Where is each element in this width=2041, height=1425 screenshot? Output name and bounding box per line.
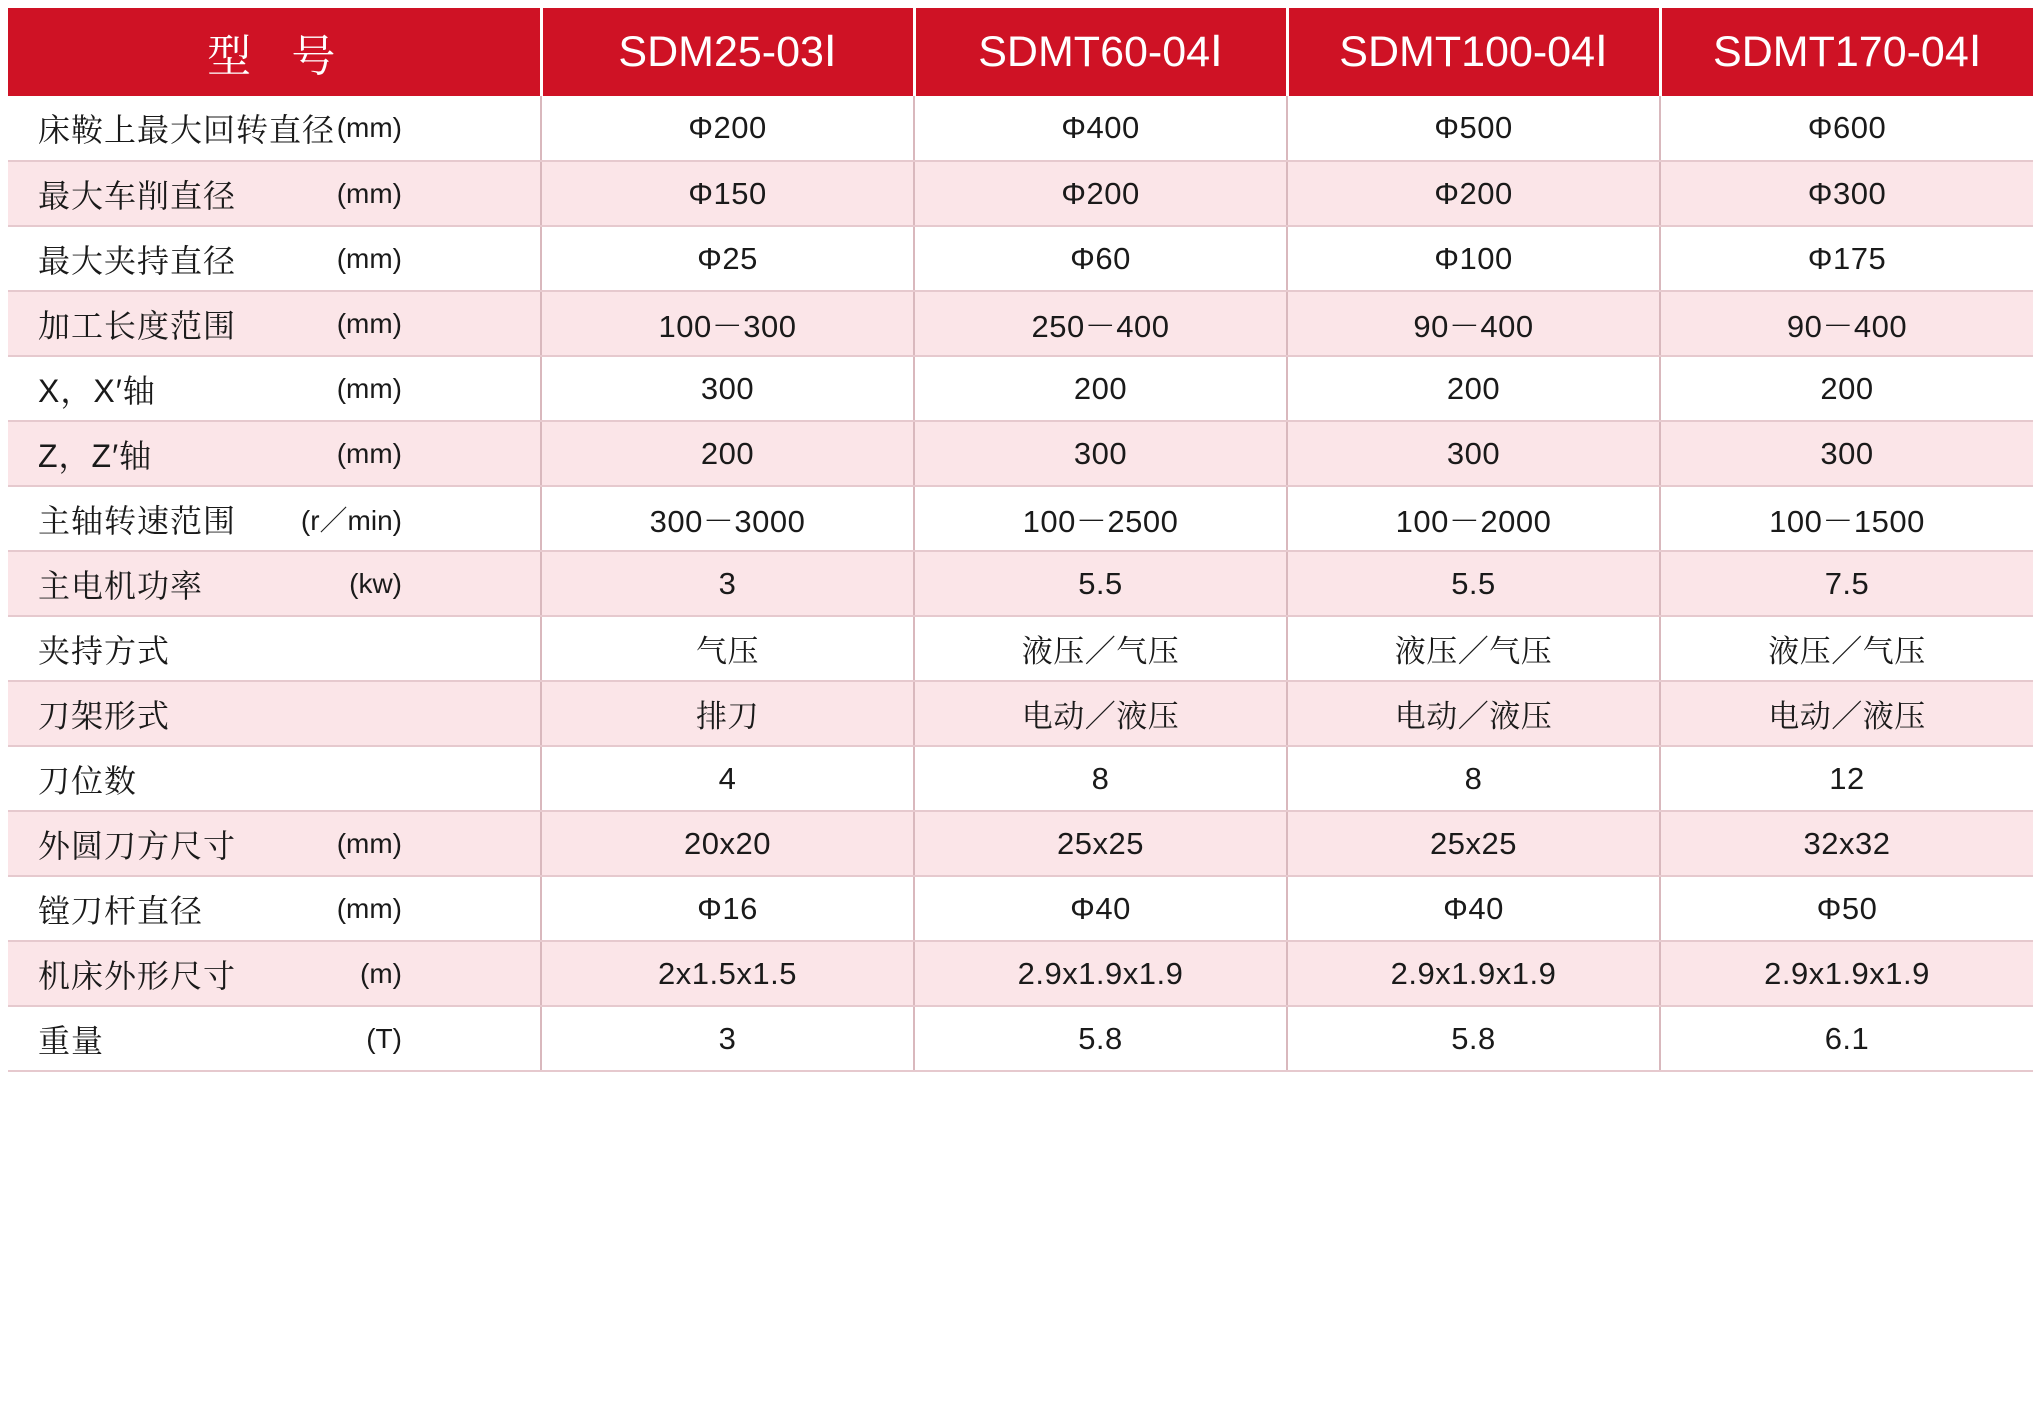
spec-label-text: 最大夹持直径 [38, 242, 237, 279]
table-row [8, 226, 2033, 291]
spec-label-cell [8, 746, 541, 811]
spec-value-text: 200 [700, 435, 755, 471]
spec-label-row [38, 171, 522, 217]
spec-value-cell [914, 941, 1287, 1006]
spec-value-text: 200 [1446, 370, 1501, 406]
spec-value-text: 液压／气压 [1021, 634, 1180, 669]
spec-value-text: Φ16 [697, 890, 758, 926]
spec-label-unit: (mm) [336, 827, 402, 859]
spec-value-text: 排刀 [696, 699, 759, 734]
spec-value-text: 200 [1073, 370, 1128, 406]
spec-value-cell [541, 941, 914, 1006]
spec-label-unit: (mm) [336, 242, 402, 274]
spec-label-row [38, 951, 522, 997]
spec-label-cell [8, 291, 541, 356]
spec-value-text: 100－2500 [1022, 504, 1179, 539]
spec-label-cell [8, 616, 541, 681]
spec-label-text: 床鞍上最大回转直径 [38, 112, 336, 148]
spec-value-cell [541, 486, 914, 551]
spec-value-text: Φ500 [1434, 110, 1513, 145]
spec-value-cell [1287, 616, 1660, 681]
spec-value-text: Φ400 [1061, 110, 1140, 145]
spec-value-cell [914, 746, 1287, 811]
table-row [8, 356, 2033, 421]
table-row [8, 941, 2033, 1006]
spec-label-text: 刀架形式 [38, 697, 171, 734]
spec-value-text: 电动／液压 [1394, 699, 1553, 734]
spec-value-text: Φ50 [1816, 890, 1878, 926]
spec-value-cell [1660, 746, 2033, 811]
spec-value-text: 3 [718, 1020, 737, 1056]
spec-value-cell [1287, 96, 1660, 161]
spec-value-text: 5.5 [1451, 565, 1496, 601]
spec-value-cell [1287, 876, 1660, 941]
spec-value-text: Φ200 [1434, 175, 1513, 211]
spec-value-cell [914, 486, 1287, 551]
spec-label-text: 刀位数 [38, 762, 138, 799]
spec-value-text: 4 [718, 760, 737, 796]
table-row [8, 486, 2033, 551]
table-row [8, 876, 2033, 941]
spec-label-text: 镗刀杆直径 [38, 892, 204, 929]
spec-value-cell [1660, 681, 2033, 746]
spec-label-unit: (mm) [336, 437, 402, 469]
spec-label-cell [8, 811, 541, 876]
table-row [8, 1006, 2033, 1071]
spec-value-text: Φ25 [697, 240, 758, 276]
spec-value-cell [541, 356, 914, 421]
spec-value-cell [1660, 1006, 2033, 1071]
spec-value-cell [914, 161, 1287, 226]
spec-value-text: Φ200 [1061, 175, 1140, 211]
spec-value-cell [1660, 811, 2033, 876]
table-row [8, 746, 2033, 811]
spec-value-text: 液压／气压 [1394, 634, 1553, 669]
spec-value-text: 90－400 [1413, 309, 1534, 344]
spec-value-cell [541, 1006, 914, 1071]
spec-label-text: 主电机功率 [38, 567, 204, 604]
spec-value-cell [1287, 681, 1660, 746]
spec-label-cell [8, 421, 541, 486]
table-row [8, 421, 2033, 486]
spec-label-cell [8, 356, 541, 421]
spec-label-cell [8, 96, 541, 161]
spec-value-cell [1287, 356, 1660, 421]
spec-label-unit: (kw) [349, 567, 402, 599]
spec-label-cell [8, 941, 541, 1006]
spec-value-cell [1660, 941, 2033, 1006]
spec-value-cell [1660, 96, 2033, 161]
spec-value-cell [1287, 161, 1660, 226]
spec-value-cell [1660, 551, 2033, 616]
spec-value-cell [914, 551, 1287, 616]
spec-label-row [38, 105, 522, 151]
spec-label-row [38, 626, 522, 672]
spec-label-text: 机床外形尺寸 [38, 957, 237, 994]
spec-value-cell [914, 291, 1287, 356]
spec-value-cell [1660, 421, 2033, 486]
spec-value-cell [541, 746, 914, 811]
spec-label-row [38, 496, 522, 542]
spec-value-cell [1660, 876, 2033, 941]
spec-value-cell [541, 551, 914, 616]
spec-value-text: Φ40 [1443, 890, 1504, 926]
spec-label-row [38, 821, 522, 867]
spec-value-text: 2.9x1.9x1.9 [1017, 955, 1184, 991]
spec-value-text: Φ100 [1434, 240, 1513, 276]
spec-value-text: 3 [718, 565, 737, 601]
spec-value-cell [1287, 941, 1660, 1006]
spec-label-cell [8, 1006, 541, 1071]
spec-value-text: 25x25 [1430, 825, 1517, 861]
spec-value-cell [1287, 226, 1660, 291]
spec-value-cell [541, 421, 914, 486]
spec-value-text: 5.8 [1078, 1020, 1123, 1056]
spec-value-text: Φ200 [688, 110, 767, 145]
spec-value-cell [914, 811, 1287, 876]
spec-value-cell [1287, 746, 1660, 811]
spec-label-row [38, 366, 522, 412]
spec-value-text: 100－2000 [1395, 504, 1552, 539]
table-row [8, 291, 2033, 356]
spec-value-text: 300 [1446, 435, 1501, 471]
spec-value-text: 2.9x1.9x1.9 [1764, 955, 1930, 991]
spec-label-row [38, 1016, 522, 1062]
table-row [8, 681, 2033, 746]
spec-label-unit: (T) [366, 1022, 402, 1054]
spec-value-text: Φ60 [1070, 240, 1131, 276]
header-model-4: SDMT170-04Ⅰ [1660, 8, 2033, 96]
table-row [8, 551, 2033, 616]
spec-value-cell [1660, 486, 2033, 551]
spec-label-text: 最大车削直径 [38, 177, 237, 214]
spec-label-text: 外圆刀方尺寸 [38, 827, 237, 864]
table-row [8, 161, 2033, 226]
specification-table [8, 8, 2033, 1072]
spec-label-cell [8, 551, 541, 616]
spec-value-text: 电动／液压 [1021, 699, 1180, 734]
table-row [8, 811, 2033, 876]
spec-value-text: 6.1 [1824, 1020, 1870, 1056]
spec-label-unit: (mm) [336, 892, 402, 924]
spec-label-row [38, 886, 522, 932]
spec-value-cell [1287, 551, 1660, 616]
spec-label-row [38, 236, 522, 282]
spec-value-text: 250－400 [1031, 309, 1170, 344]
spec-value-cell [914, 421, 1287, 486]
spec-value-cell [1660, 616, 2033, 681]
spec-value-cell [1287, 291, 1660, 356]
spec-label-row [38, 301, 522, 347]
spec-label-row [38, 691, 522, 737]
spec-value-cell [1660, 161, 2033, 226]
spec-value-cell [541, 616, 914, 681]
spec-value-text: 8 [1464, 760, 1483, 796]
spec-label-unit: (r／min) [300, 504, 402, 536]
header-model-label: 型 号 [8, 8, 541, 96]
spec-value-cell [541, 291, 914, 356]
spec-value-text: Φ600 [1807, 110, 1887, 145]
spec-value-cell [914, 876, 1287, 941]
spec-value-text: 20x20 [684, 825, 771, 861]
spec-label-text: 重量 [38, 1022, 105, 1059]
header-model-1: SDM25-03Ⅰ [541, 8, 914, 96]
spec-value-text: 电动／液压 [1768, 699, 1926, 734]
spec-label-text: Z，Z′轴 [38, 437, 153, 474]
spec-label-cell [8, 486, 541, 551]
spec-value-cell [541, 226, 914, 291]
spec-value-text: 2.9x1.9x1.9 [1390, 955, 1557, 991]
spec-value-cell [1287, 421, 1660, 486]
spec-label-cell [8, 161, 541, 226]
spec-value-cell [541, 681, 914, 746]
spec-value-cell [541, 811, 914, 876]
spec-value-cell [541, 161, 914, 226]
spec-value-cell [914, 1006, 1287, 1071]
spec-value-text: 90－400 [1786, 309, 1908, 344]
header-row [8, 8, 2033, 96]
spec-value-cell [1660, 291, 2033, 356]
spec-value-text: Φ150 [688, 175, 767, 211]
spec-label-text: X，X′轴 [38, 372, 156, 409]
table-body [8, 96, 2033, 1071]
spec-value-text: Φ40 [1070, 890, 1131, 926]
spec-value-text: 12 [1829, 760, 1865, 796]
header-model-2: SDMT60-04Ⅰ [914, 8, 1287, 96]
spec-label-unit: (mm) [336, 177, 402, 209]
spec-label-text: 加工长度范围 [38, 307, 237, 344]
spec-value-text: 25x25 [1057, 825, 1144, 861]
spec-value-cell [1287, 486, 1660, 551]
spec-label-cell [8, 876, 541, 941]
spec-value-text: 5.5 [1078, 565, 1123, 601]
spec-value-text: 300 [1820, 435, 1874, 471]
table-header [8, 8, 2033, 96]
spec-value-cell [914, 226, 1287, 291]
spec-value-text: 7.5 [1824, 565, 1870, 601]
spec-value-text: 100－1500 [1769, 504, 1925, 539]
spec-value-text: 100－300 [658, 309, 797, 344]
spec-label-row [38, 561, 522, 607]
table-row [8, 616, 2033, 681]
spec-label-unit: (mm) [336, 372, 402, 404]
spec-label-cell [8, 226, 541, 291]
spec-label-text: 夹持方式 [38, 632, 171, 669]
spec-label-cell [8, 681, 541, 746]
header-model-3: SDMT100-04Ⅰ [1287, 8, 1660, 96]
spec-value-text: 200 [1820, 370, 1874, 406]
spec-value-text: 300－3000 [649, 504, 806, 539]
spec-value-cell [541, 96, 914, 161]
spec-label-unit: (mm) [336, 112, 402, 143]
spec-value-cell [541, 876, 914, 941]
spec-value-text: 气压 [696, 634, 759, 669]
spec-value-cell [914, 356, 1287, 421]
spec-value-text: 5.8 [1451, 1020, 1496, 1056]
spec-value-cell [1660, 226, 2033, 291]
spec-value-text: 8 [1091, 760, 1110, 796]
spec-value-text: Φ175 [1807, 240, 1887, 276]
spec-value-cell [914, 616, 1287, 681]
spec-label-unit: (m) [360, 957, 402, 989]
spec-value-text: 液压／气压 [1768, 634, 1926, 669]
spec-value-cell [914, 96, 1287, 161]
spec-label-unit: (mm) [336, 307, 402, 339]
spec-label-row [38, 756, 522, 802]
spec-value-text: 300 [700, 370, 755, 406]
spec-value-cell [1287, 811, 1660, 876]
spec-label-row [38, 431, 522, 477]
spec-label-text: 主轴转速范围 [38, 502, 237, 539]
spec-value-cell [1660, 356, 2033, 421]
spec-value-text: Φ300 [1807, 175, 1887, 211]
spec-value-text: 32x32 [1803, 825, 1891, 861]
spec-value-text: 300 [1073, 435, 1128, 471]
table-row [8, 96, 2033, 161]
spec-value-text: 2x1.5x1.5 [658, 955, 797, 991]
spec-value-cell [914, 681, 1287, 746]
spec-value-cell [1287, 1006, 1660, 1071]
